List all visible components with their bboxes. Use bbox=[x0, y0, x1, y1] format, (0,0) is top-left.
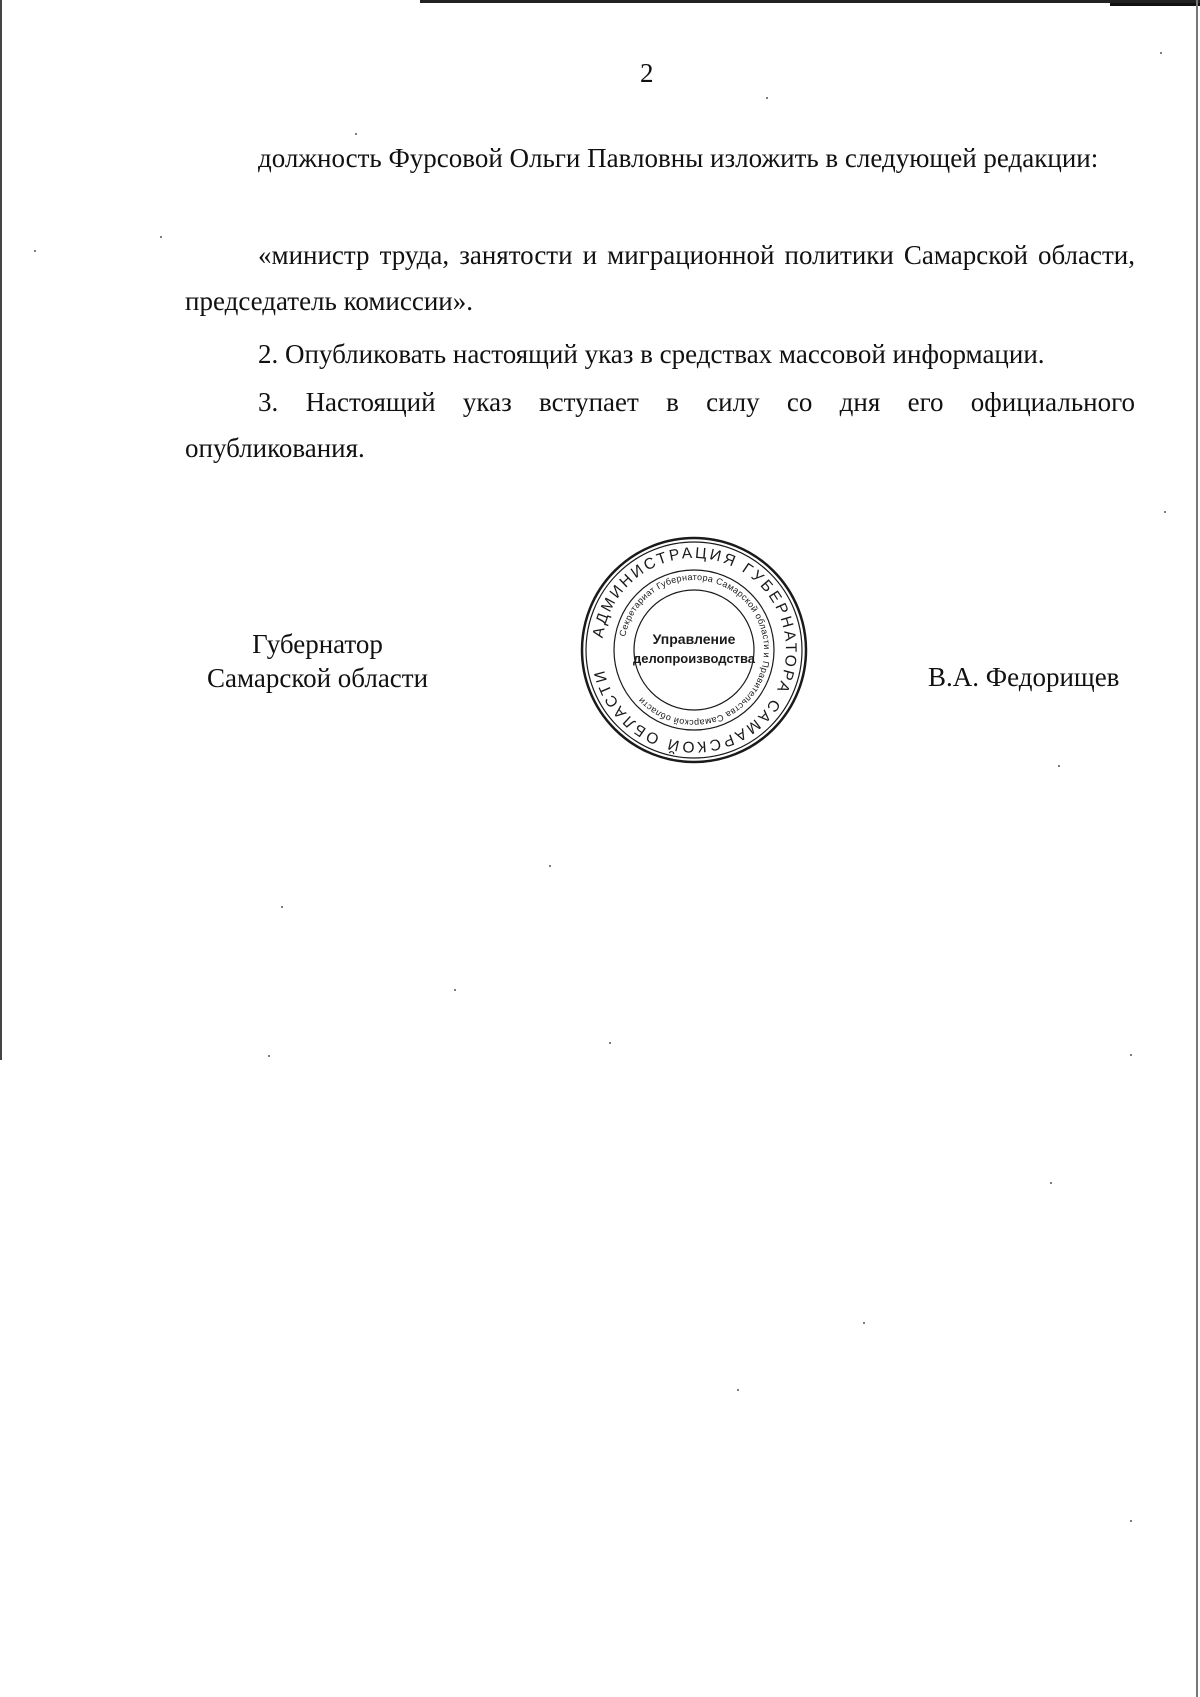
scan-speck bbox=[34, 250, 36, 252]
scan-edge-top-right bbox=[1110, 3, 1200, 6]
seal-middle-text: Секретариат Губернатора Самарской области и Правительства Самарской области bbox=[617, 571, 773, 729]
signatory-title-line-1: Губернатор bbox=[252, 629, 383, 659]
scan-speck bbox=[454, 989, 456, 991]
paragraph-2: «министр труда, занятости и миграционной политики Самарской области, председатель комиссии». bbox=[185, 240, 1135, 316]
scan-speck bbox=[549, 865, 551, 867]
seal-middle-ring bbox=[614, 570, 774, 730]
signatory-name: В.А. Федорищев bbox=[928, 662, 1120, 692]
scan-speck bbox=[1164, 511, 1166, 513]
scan-speck bbox=[160, 236, 162, 238]
seal-center-line-2: делопроизводства bbox=[632, 651, 756, 666]
official-seal-stamp bbox=[580, 536, 808, 764]
seal-outer-ring bbox=[582, 538, 806, 762]
signatory-title-line-2: Самарской области bbox=[206, 663, 429, 693]
scan-speck bbox=[1058, 765, 1060, 767]
scan-speck bbox=[766, 97, 768, 99]
scan-speck bbox=[609, 1042, 611, 1044]
scan-speck bbox=[281, 906, 283, 908]
scan-speck bbox=[355, 133, 357, 135]
scan-speck bbox=[737, 1389, 739, 1391]
scan-speck bbox=[1130, 1054, 1132, 1056]
scan-edge-left bbox=[0, 0, 2, 1060]
scan-speck bbox=[1050, 1182, 1052, 1184]
paragraph-4: 3. Настоящий указ вступает в силу со дня его официального опубликования. bbox=[185, 387, 1135, 463]
scan-edge-right bbox=[1196, 0, 1198, 1697]
page-number: 2 bbox=[640, 58, 654, 88]
seal-outer-text: АДМИНИСТРАЦИЯ ГУБЕРНАТОРА САМАРСКОЙ ОБЛАСТИ bbox=[589, 544, 800, 756]
scan-edge-top bbox=[420, 0, 1200, 3]
paragraph-3: 2. Опубликовать настоящий указ в средствах массовой информации. bbox=[258, 339, 1045, 369]
paragraph-1: должность Фурсовой Ольги Павловны изложить в следующей редакции: bbox=[258, 143, 1099, 173]
scan-speck bbox=[863, 1322, 865, 1324]
signatory-title bbox=[195, 627, 440, 695]
scan-speck bbox=[1130, 1520, 1132, 1522]
scan-speck bbox=[268, 1055, 270, 1057]
seal-center-line-1: Управление bbox=[652, 631, 736, 647]
seal-inner-ring bbox=[634, 590, 754, 710]
scan-speck bbox=[1160, 52, 1162, 54]
